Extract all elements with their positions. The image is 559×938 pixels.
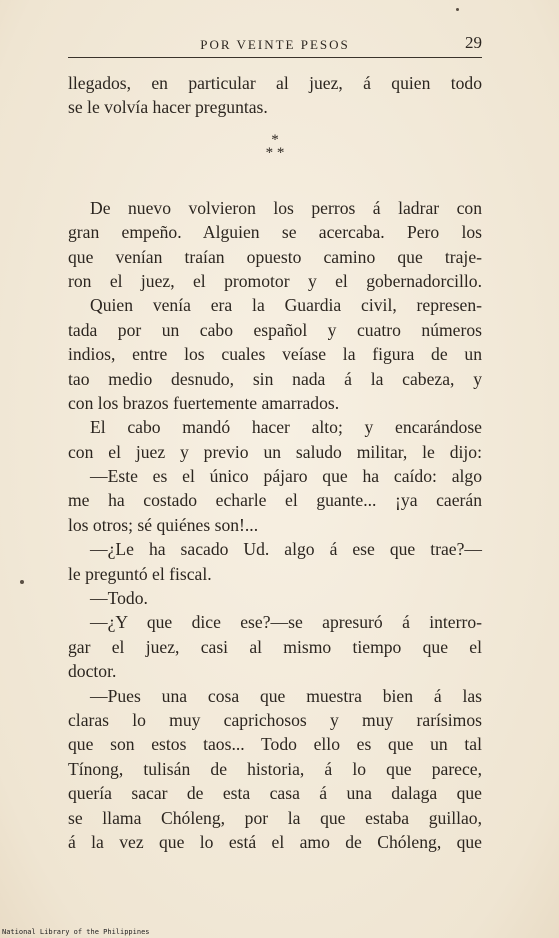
text-line: á la vez que lo está el amo de Chóleng, que	[68, 831, 482, 852]
page-number: 29	[465, 33, 482, 52]
text-line: —¿Le ha sacado Ud. algo á ese que trae?—	[90, 539, 482, 560]
text-line: que son estos taos... Todo ello es que un tal	[68, 734, 482, 755]
scan-credit: National Library of the Philippines	[2, 928, 150, 936]
text-line: indios, entre los cuales veíase la figura de un	[68, 344, 482, 365]
text-line: ron el juez, el promotor y el gobernadorcillo.	[68, 270, 482, 291]
text-line: De nuevo volvieron los perros á ladrar con	[90, 197, 482, 218]
text-line: gran empeño. Alguien se acercaba. Pero los	[68, 222, 482, 243]
text-line: Tínong, tulisán de historia, á lo que parece,	[68, 758, 482, 779]
text-line: con el juez y previo un saludo militar, le dijo:	[68, 441, 482, 462]
text-line: los otros; sé quiénes son!...	[68, 514, 259, 535]
text-line: con los brazos fuertemente amarrados.	[68, 392, 340, 413]
text-line: se llama Chóleng, por la que estaba guillao,	[68, 807, 482, 828]
text-line: —Todo.	[90, 588, 148, 609]
text-line: gar el juez, casi al mismo tiempo que el	[68, 636, 482, 657]
text-line: Quien venía era la Guardia civil, represen-	[90, 295, 482, 316]
text-line: —¿Y que dice ese?—se apresuró á interro-	[90, 612, 482, 633]
text-line: llegados, en particular al juez, á quien todo	[68, 73, 482, 93]
text-line: claras lo muy caprichosos y muy rarísimos	[68, 709, 482, 730]
text-line: tada por un cabo español y cuatro números	[68, 319, 482, 340]
text-line: doctor.	[68, 661, 117, 682]
text-line: le preguntó el fiscal.	[68, 563, 212, 584]
running-title: POR VEINTE PESOS	[200, 37, 350, 52]
text-line: se le volvía hacer preguntas.	[68, 97, 268, 118]
text-line: —Pues una cosa que muestra bien á las	[90, 685, 482, 706]
text-line: me ha costado echarle el guante... ¡ya caerán	[68, 490, 482, 511]
body-text	[68, 71, 482, 854]
text-line: que venían traían opuesto camino que traje-	[68, 246, 482, 267]
text-line: quería sacar de esta casa á una dalaga que	[68, 783, 482, 804]
text-line: —Este es el único pájaro que ha caído: algo	[90, 466, 482, 487]
page-header	[68, 33, 482, 58]
section-divider	[68, 128, 482, 182]
text-line: tao medio desnudo, sin nada á la cabeza, y	[68, 368, 482, 389]
asterism: * * *	[265, 131, 285, 161]
paper-speck	[20, 580, 24, 584]
text-line: El cabo mandó hacer alto; y encarándose	[90, 417, 482, 438]
paper-speck	[456, 8, 459, 11]
